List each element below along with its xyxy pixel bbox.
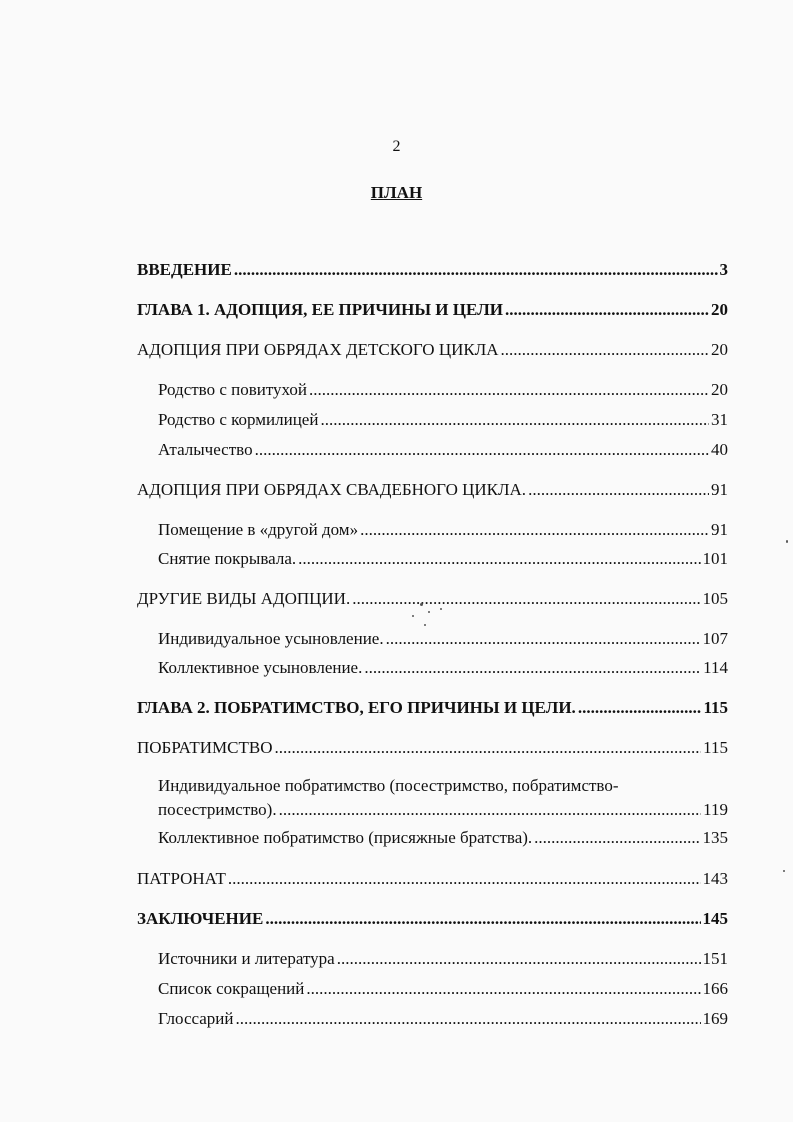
toc-leader — [534, 828, 700, 848]
toc-label: ПАТРОНАТ — [137, 869, 226, 888]
toc-page: 145 — [702, 909, 728, 928]
toc-entry-subsection[interactable] — [137, 545, 728, 569]
toc-page: 143 — [702, 869, 728, 888]
toc-entry-subsection-wrapped[interactable] — [137, 774, 728, 822]
toc-leader — [275, 738, 702, 758]
toc-leader — [352, 589, 700, 609]
toc-label: Аталычество — [158, 440, 253, 459]
toc-label: Родство с повитухой — [158, 380, 307, 399]
toc-page: 3 — [719, 260, 728, 279]
toc-leader — [501, 340, 709, 360]
toc-page: 115 — [703, 738, 728, 757]
toc-entry-subsection[interactable] — [137, 406, 728, 430]
toc-leader — [337, 949, 701, 969]
toc-label: ДРУГИЕ ВИДЫ АДОПЦИИ. — [137, 589, 351, 608]
toc-label: Глоссарий — [158, 1009, 234, 1028]
toc-entry-subsection[interactable] — [137, 516, 728, 540]
toc-entry-section[interactable] — [137, 336, 728, 360]
toc-entry-subsection[interactable] — [137, 376, 728, 400]
toc-page: 20 — [711, 340, 728, 359]
toc-leader — [298, 549, 700, 569]
page-title: ПЛАН — [370, 183, 423, 202]
toc-label: ГЛАВА 1. АДОПЦИЯ, ЕЕ ПРИЧИНЫ И ЦЕЛИ — [137, 300, 503, 319]
toc-leader — [279, 798, 702, 822]
toc-page: 166 — [702, 979, 728, 998]
scan-speck — [786, 540, 788, 543]
toc-label-line2: посестримство). — [158, 800, 277, 819]
toc-entry-section[interactable] — [137, 476, 728, 500]
toc-page: 31 — [711, 410, 728, 429]
toc-page: 135 — [702, 828, 728, 847]
toc-entry-introduction[interactable] — [137, 256, 728, 280]
toc-label: Источники и литература — [158, 949, 335, 968]
page-number: 2 — [392, 138, 401, 155]
toc-entry-section[interactable] — [137, 585, 728, 609]
toc-page: 107 — [702, 629, 728, 648]
scan-speck — [412, 615, 414, 617]
toc-page: 91 — [711, 520, 728, 539]
toc-leader — [528, 480, 709, 500]
toc-entry-subsection[interactable] — [137, 824, 728, 848]
toc-entry-section[interactable] — [137, 865, 728, 889]
toc-entry-subsection[interactable] — [137, 625, 728, 649]
toc-leader — [234, 260, 718, 280]
toc-leader — [505, 300, 709, 320]
toc-page: 101 — [702, 549, 728, 568]
toc-page: 169 — [702, 1009, 728, 1028]
toc-page: 115 — [703, 698, 728, 717]
toc-entry-section[interactable] — [137, 734, 728, 758]
toc-leader — [386, 629, 701, 649]
toc-label: Снятие покрывала. — [158, 549, 297, 568]
toc-leader — [236, 1009, 701, 1029]
toc-leader — [265, 909, 700, 929]
scan-speck — [440, 608, 442, 610]
scan-speck — [420, 603, 423, 606]
toc-label: ПОБРАТИМСТВО — [137, 738, 273, 757]
toc-label: ВВЕДЕНИЕ — [137, 260, 232, 279]
toc-leader — [360, 520, 709, 540]
toc-label: ЗАКЛЮЧЕНИЕ — [137, 909, 264, 928]
toc-label: Список сокращений — [158, 979, 305, 998]
scan-speck — [428, 611, 430, 613]
toc-leader — [309, 380, 709, 400]
toc-label: Родство с кормилицей — [158, 410, 319, 429]
toc-page: 119 — [703, 800, 728, 819]
toc-page: 40 — [711, 440, 728, 459]
scan-speck — [424, 624, 426, 626]
toc-label: АДОПЦИЯ ПРИ ОБРЯДАХ СВАДЕБНОГО ЦИКЛА. — [137, 480, 527, 499]
toc-leader — [255, 440, 709, 460]
toc-page: 114 — [703, 658, 728, 677]
toc-label-line1: Индивидуальное побратимство (посестримство, побратимство- — [158, 776, 619, 795]
toc-label: ГЛАВА 2. ПОБРАТИМСТВО, ЕГО ПРИЧИНЫ И ЦЕЛИ. — [137, 698, 576, 717]
toc-entry-conclusion[interactable] — [137, 905, 728, 929]
toc-leader — [578, 698, 702, 718]
toc-label: Коллективное побратимство (присяжные братства). — [158, 828, 533, 847]
toc-page: 91 — [711, 480, 728, 499]
toc-page: 105 — [702, 589, 728, 608]
toc-page: 20 — [711, 300, 728, 319]
toc-page: 151 — [702, 949, 728, 968]
toc-entry-subsection[interactable] — [137, 945, 728, 969]
toc-label: АДОПЦИЯ ПРИ ОБРЯДАХ ДЕТСКОГО ЦИКЛА — [137, 340, 499, 359]
toc-page: 20 — [711, 380, 728, 399]
toc-leader — [228, 869, 701, 889]
toc-entry-subsection[interactable] — [137, 1005, 728, 1029]
toc-leader — [320, 410, 709, 430]
toc-label: Помещение в «другой дом» — [158, 520, 359, 539]
toc-entry-subsection[interactable] — [137, 654, 728, 678]
scan-speck — [783, 870, 785, 872]
toc-leader — [306, 979, 700, 999]
toc-label: Коллективное усыновление. — [158, 658, 363, 677]
toc-leader — [364, 658, 701, 678]
toc-label: Индивидуальное усыновление. — [158, 629, 384, 648]
toc-entry-subsection[interactable] — [137, 436, 728, 460]
toc-entry-chapter-1[interactable] — [137, 296, 728, 320]
toc-entry-subsection[interactable] — [137, 975, 728, 999]
toc-entry-chapter-2[interactable] — [137, 694, 728, 718]
